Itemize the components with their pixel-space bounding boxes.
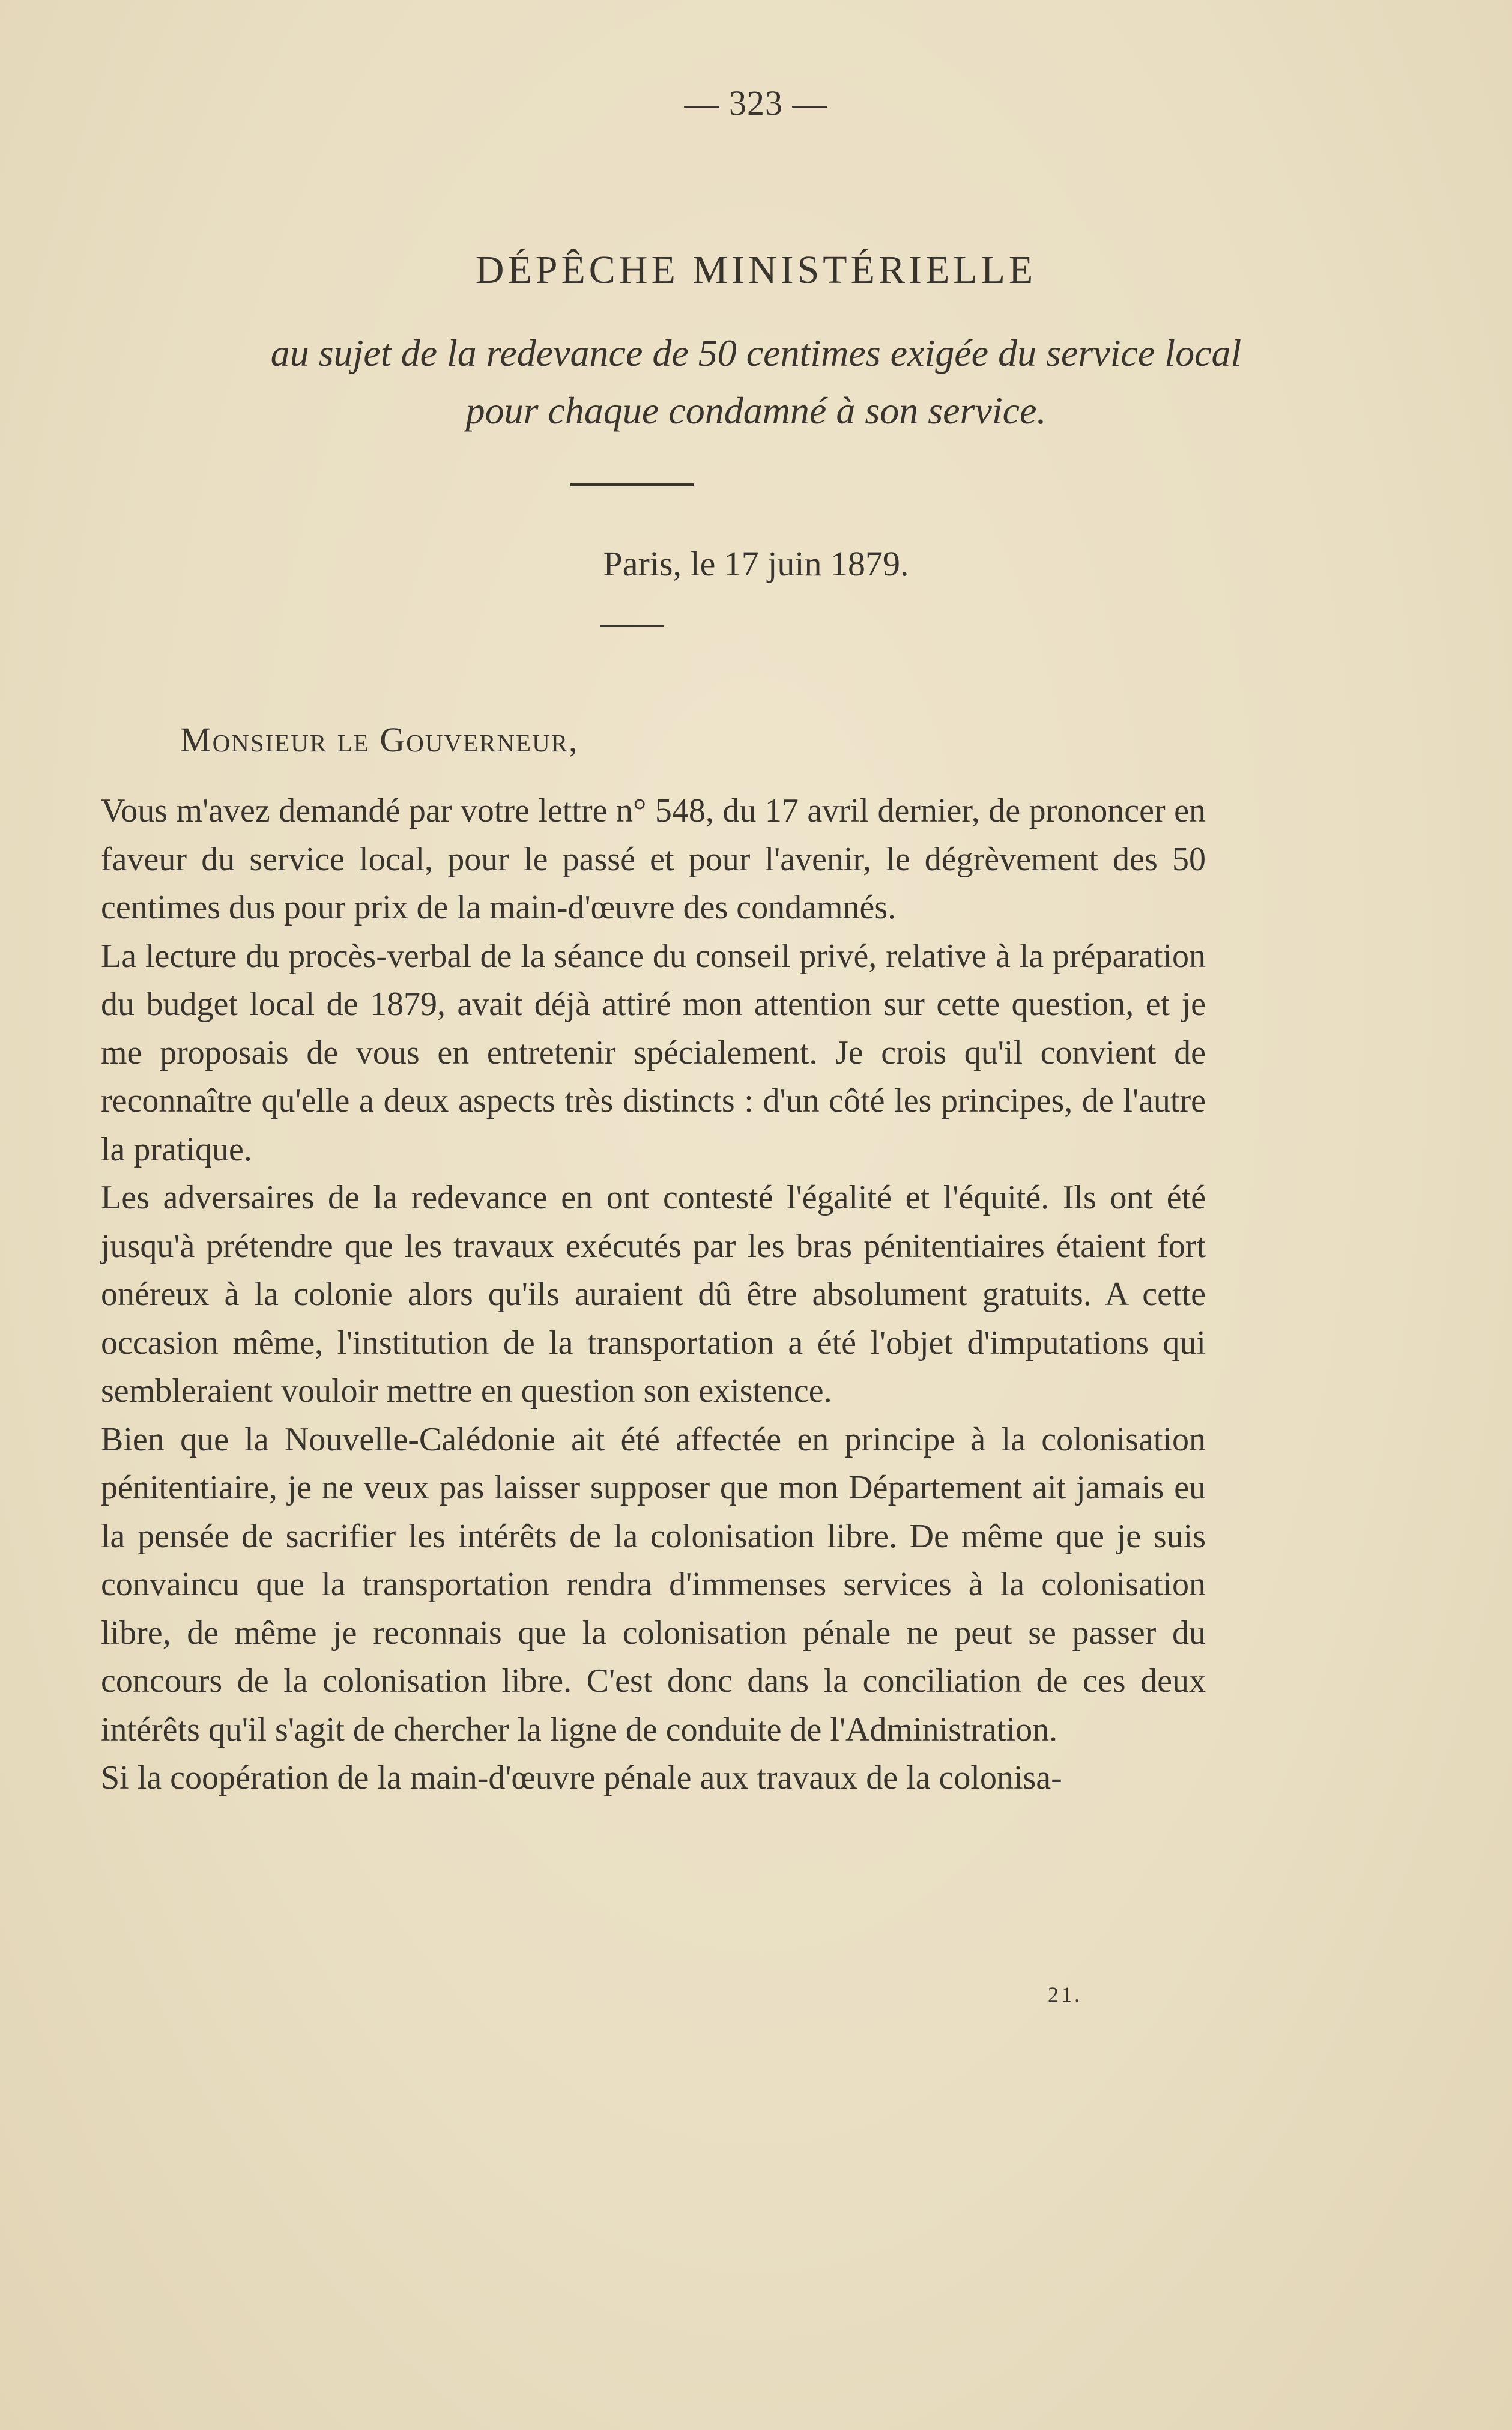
document-subtitle-line-1: au sujet de la redevance de 50 centimes exigée du service local <box>270 332 1242 374</box>
salutation <box>180 720 579 760</box>
page-number: — 323 — <box>684 83 828 123</box>
document-title: DÉPÊCHE MINISTÉRIELLE <box>475 248 1037 292</box>
salutation-text: Monsieur le Gouverneur, <box>180 720 579 759</box>
paragraph: Bien que la Nouvelle-Calédonie ait été affectée en principe à la colonisation pénitentiaire, je ne veux pas laisser supposer que mon Département ait jamais eu la pensée de sacrifier les intérêts de la colonisation libre. De même que je suis convaincu que la transportation rendra d'immenses services à la colonisation libre, de même je reconnais que la colonisation pénale ne peut se passer du concours de la colonisation libre. C'est donc dans la conciliation de ces deux intérêts qu'il s'agit de chercher la ligne de conduite de l'Administration. <box>101 1420 1206 1748</box>
letter-body <box>101 787 1206 1802</box>
paragraph: Les adversaires de la redevance en ont contesté l'égalité et l'équité. Ils ont été jusqu'à prétendre que les travaux exécutés par les bras pénitentiaires étaient fort onéreux à la colonie alors qu'ils auraient dû être absolument gratuits. A cette occasion même, l'institution de la transportation a été l'objet d'imputations qui sembleraient vouloir mettre en question son existence. <box>101 1179 1206 1410</box>
paragraph: La lecture du procès-verbal de la séance du conseil privé, relative à la préparation du budget local de 1879, avait déjà attiré mon attention sur cette question, et je me proposais de vous en entretenir spécialement. Je crois qu'il convient de reconnaître qu'elle a deux aspects très distincts : d'un côté les principes, de l'autre la pratique. <box>101 937 1206 1168</box>
title-divider <box>570 483 694 486</box>
date-divider <box>600 625 664 627</box>
paragraph: Si la coopération de la main-d'œuvre pénale aux travaux de la colonisa- <box>101 1759 1062 1796</box>
document-subtitle-line-2: pour chaque condamné à son service. <box>465 389 1047 432</box>
date-line: Paris, le 17 juin 1879. <box>603 544 909 583</box>
paragraph: Vous m'avez demandé par votre lettre n° 548, du 17 avril dernier, de prononcer en faveur du service local, pour le passé et pour l'avenir, le dégrèvement des 50 centimes dus pour prix de la main-d'œuvre des condamnés. <box>101 792 1206 926</box>
signature-mark: 21. <box>1048 1983 1082 2007</box>
